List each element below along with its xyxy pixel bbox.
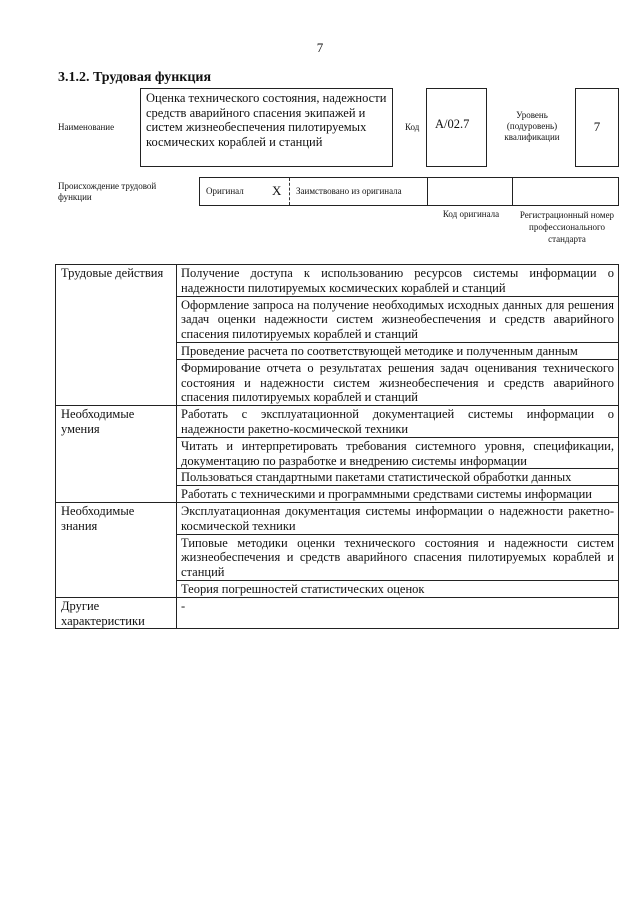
table-cell: Проведение расчета по соответствующей методике и полученным данным <box>177 342 619 359</box>
table-cell: Эксплуатационная документация системы информации о надежности ракетно-космической техники <box>177 502 619 534</box>
section-label: Другие характеристики <box>56 597 177 629</box>
origin-original-cell <box>200 178 290 205</box>
table-cell: Работать с эксплуатационной документацией системы информации о надежности ракетно-космической техники <box>177 406 619 438</box>
table-cell: Оформление запроса на получение необходимых исходных данных для решения задач оценки надежности систем жизнеобеспечения и средств аварийного спасения пилотируемых кораблей и станций <box>177 296 619 342</box>
origin-borrowed-cell <box>290 178 428 205</box>
section-label: Необходимые знания <box>56 502 177 597</box>
table-cell: Получение доступа к использованию ресурсов системы информации о надежности пилотируемых космических кораблей и станций <box>177 265 619 297</box>
level-label: Уровень (подуровень) квалификации <box>504 110 560 142</box>
reg-number-cell <box>513 178 618 205</box>
section-label: Необходимые умения <box>56 406 177 503</box>
origin-row <box>199 177 619 206</box>
borrowed-label: Заимствовано из оригинала <box>296 186 402 196</box>
table-row <box>56 265 619 297</box>
table-cell: Пользоваться стандартными пакетами статистической обработки данных <box>177 469 619 486</box>
table-cell: Читать и интерпретировать требования системного уровня, спецификации, документацию по разработке и внедрению системы информации <box>177 437 619 469</box>
reg-number-caption: Регистрационный номер профессионального стандарта <box>519 210 615 244</box>
function-name-box: Оценка технического состояния, надежности средств аварийного спасения экипажей и систем жизнеобеспечения пилотируемых космических кораблей и станций <box>140 88 393 167</box>
original-label: Оригинал <box>206 186 244 196</box>
table-cell: Работать с техническими и программными средствами системы информации <box>177 486 619 503</box>
section-label: Трудовые действия <box>56 265 177 406</box>
table-cell: Формирование отчета о результатах решения задач оценивания технического состояния и надежности систем жизнеобеспечения и средств аварийного спасения пилотируемых кораблей и станций <box>177 359 619 405</box>
table-row <box>56 597 619 629</box>
page-number: 7 <box>316 40 324 55</box>
table-cell: - <box>177 597 619 629</box>
function-table <box>55 264 619 629</box>
origin-label: Происхождение трудовой функции <box>58 181 157 202</box>
table-row <box>56 406 619 438</box>
code-box: А/02.7 <box>426 88 487 167</box>
table-cell: Типовые методики оценки технического состояния и надежности систем жизнеобеспечения и средств аварийного спасения пилотируемых кораблей и станций <box>177 534 619 580</box>
table-row <box>56 502 619 534</box>
original-code-caption: Код оригинала <box>442 209 500 219</box>
table-cell: Теория погрешностей статистических оценок <box>177 580 619 597</box>
section-title: 3.1.2. Трудовая функция <box>58 70 212 85</box>
original-mark: X <box>272 183 282 198</box>
original-code-cell <box>428 178 513 205</box>
name-label: Наименование <box>58 122 115 132</box>
code-label: Код <box>405 122 420 132</box>
level-box: 7 <box>575 88 619 167</box>
